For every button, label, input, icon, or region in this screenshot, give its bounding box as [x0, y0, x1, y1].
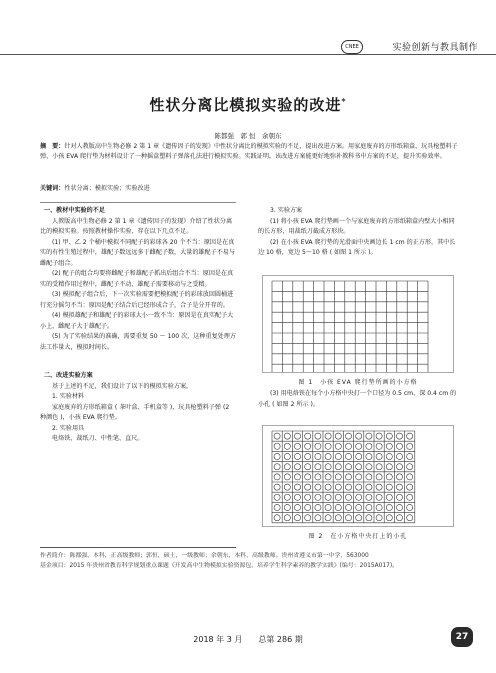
hole [345, 515, 351, 521]
hole [305, 464, 311, 470]
subheading: 3. 实验方案 [270, 207, 303, 214]
hole [366, 443, 372, 449]
hole [315, 504, 321, 510]
hole [407, 464, 413, 470]
hole [325, 515, 331, 521]
hole [305, 484, 311, 490]
hole [335, 474, 341, 480]
hole [305, 443, 311, 449]
holes-figure-svg [263, 426, 453, 526]
hole [325, 484, 331, 490]
hole [284, 453, 290, 459]
hole [284, 443, 290, 449]
hole [396, 515, 402, 521]
hole [356, 443, 362, 449]
hole [274, 443, 280, 449]
hole [345, 474, 351, 480]
hole [386, 433, 392, 439]
abstract-text: 针对人教版高中生物必修 2 第 1 章《遗传因子的发现》中性状分离比的模拟实验的不足，提出改进方案。用家庭废弃的方形纸箱盒、玩具枪塑料子弹、小孩 EVA 爬行垫为材料设计了一种摇盒塑料子弹落孔法进行模拟实验。实践证明，该改进方案能更好地弥补教科书中方案的不足，提升实验效率。 [40, 143, 458, 160]
figure-2-holes [262, 425, 454, 527]
hole [284, 515, 290, 521]
subheading: 2. 实验用具 [52, 424, 85, 432]
hole [386, 494, 392, 500]
hole [376, 494, 382, 500]
hole [386, 515, 392, 521]
hole [376, 453, 382, 459]
hole [386, 464, 392, 470]
hole [407, 453, 413, 459]
paragraph: 人教版高中生物必修 2 第 1 章《遗传因子的发现》介绍了性状分离比的模拟实验。按照教材操作实验，存在以下几点不足。 [40, 217, 233, 235]
hole [335, 464, 341, 470]
hole [376, 504, 382, 510]
hole [345, 464, 351, 470]
hole [305, 433, 311, 439]
paragraph: (2) 在小孩 EVA 爬行垫的光滑面中央画边长 1 cm 的正方形，其中长边 10 格，宽边 5～10 格 ( 如图 1 所示 )。 [258, 238, 456, 256]
hole [376, 474, 382, 480]
hole [294, 484, 300, 490]
hole [274, 515, 280, 521]
grid-figure-svg [263, 276, 453, 372]
hole [396, 433, 402, 439]
hole [274, 474, 280, 480]
hole [386, 504, 392, 510]
hole [396, 474, 402, 480]
hole [356, 464, 362, 470]
hole [345, 443, 351, 449]
hole [305, 515, 311, 521]
hole [294, 453, 300, 459]
keywords-label: 关键词： [40, 185, 65, 192]
hole [274, 484, 280, 490]
hole [315, 443, 321, 449]
abstract-label: 摘 要： [40, 143, 65, 150]
paragraph: 家庭废弃的方形纸箱盒 ( 茶叶盒、手机盒等 )，玩具枪塑料子弹 (2 种颜色 )，小孩 EVA 爬行垫。 [40, 403, 230, 421]
paragraph: (4) 模拟雄配子和雄配子的彩球大小一致不当：原因是在真实配子大小上，雌配子大于雄配子。 [40, 312, 234, 330]
abstract-divider [40, 202, 236, 203]
hole [325, 504, 331, 510]
hole [396, 464, 402, 470]
hole [315, 474, 321, 480]
hole [294, 515, 300, 521]
hole [325, 494, 331, 500]
hole [274, 504, 280, 510]
hole [325, 433, 331, 439]
hole [274, 464, 280, 470]
hole [366, 484, 372, 490]
footnote-rule [40, 547, 236, 548]
right-column [258, 206, 458, 259]
hole [274, 494, 280, 500]
hole [325, 474, 331, 480]
paragraph: (1) 将小孩 EVA 爬行垫画一个与家庭废弃的方形纸箱盒内壁大小相同的长方形，用裁纸刀截成方形块。 [258, 217, 455, 235]
hole [325, 464, 331, 470]
hole [284, 494, 290, 500]
figure-1-caption: 图 1 小孩 EVA 爬行垫所画的小方格 [298, 379, 418, 386]
hole [345, 484, 351, 490]
footnotes [40, 551, 460, 571]
hole [345, 494, 351, 500]
journal-section-label: 实验创新与教具制作 [392, 43, 478, 53]
article-authors: 陈都强 郭 恒 余朝东 [214, 132, 282, 140]
author-introduction: 作者简介：陈都强，本科，正高级教师；郭恒，硕士，一级教师；余朝东，本科，高级教师。贵州省遵义市第一中学，563000 [40, 553, 369, 559]
hole [274, 433, 280, 439]
hole [356, 453, 362, 459]
hole [366, 453, 372, 459]
hole [294, 474, 300, 480]
hole [284, 464, 290, 470]
hole [294, 464, 300, 470]
hole [356, 433, 362, 439]
hole [407, 515, 413, 521]
hole [376, 515, 382, 521]
hole [284, 433, 290, 439]
hole [386, 443, 392, 449]
paragraph: 电烙铁、裁纸刀、中性笔、直尺。 [52, 435, 144, 442]
hole [376, 484, 382, 490]
article-title [0, 94, 496, 115]
hole [366, 504, 372, 510]
figure-1-grid [262, 275, 454, 373]
hole [315, 494, 321, 500]
hole [305, 474, 311, 480]
hole [386, 453, 392, 459]
hole [294, 443, 300, 449]
hole [335, 515, 341, 521]
hole [315, 515, 321, 521]
hole [376, 433, 382, 439]
hole [366, 464, 372, 470]
hole [294, 494, 300, 500]
keywords-text: 性状分离；模拟实验；实验改进 [64, 185, 150, 192]
figure-2-caption: 图 2 在小方格中央打上的小孔 [308, 533, 408, 540]
hole [345, 453, 351, 459]
hole [305, 453, 311, 459]
hole [335, 453, 341, 459]
hole [366, 474, 372, 480]
header-rule [0, 54, 496, 55]
hole [386, 474, 392, 480]
hole [366, 494, 372, 500]
hole [335, 443, 341, 449]
hole [345, 433, 351, 439]
hole [284, 504, 290, 510]
hole [356, 474, 362, 480]
hole [407, 504, 413, 510]
hole [366, 515, 372, 521]
left-column [40, 206, 236, 445]
hole [407, 484, 413, 490]
hole [315, 464, 321, 470]
hole [376, 443, 382, 449]
hole [386, 484, 392, 490]
hole [396, 504, 402, 510]
right-column-continued [258, 389, 458, 410]
hole [396, 494, 402, 500]
hole [294, 504, 300, 510]
hole [305, 494, 311, 500]
hole [396, 453, 402, 459]
paragraph: 基于上述的不足，我们设计了以下的模拟实验方案。 [52, 382, 193, 390]
hole [284, 474, 290, 480]
title-footnote-mark: * [341, 96, 347, 106]
abstract [40, 142, 460, 162]
hole [305, 504, 311, 510]
hole [335, 433, 341, 439]
subheading: 1. 实验材料 [52, 393, 85, 400]
hole [356, 515, 362, 521]
hole [315, 484, 321, 490]
hole [356, 494, 362, 500]
page-number: 27 [451, 627, 473, 647]
hole [396, 484, 402, 490]
paragraph: (3) 用电烙铁在每个小方格中央打一个口径为 0.5 cm、深 0.4 cm 的小孔 ( 如图 2 所示 )。 [258, 390, 457, 408]
hole [325, 443, 331, 449]
hole [396, 443, 402, 449]
keywords [40, 183, 460, 192]
hole [376, 464, 382, 470]
section-heading: 一、教材中实验的不足 [44, 207, 105, 214]
hole [284, 484, 290, 490]
paragraph: (5) 为了实验结果的准确，需要重复 50 ～ 100 次，这种重复处理方法工作量大，模拟时间长。 [40, 333, 236, 351]
hole [335, 494, 341, 500]
hole [315, 453, 321, 459]
journal-logo: CNEE [341, 40, 363, 54]
hole [315, 433, 321, 439]
hole [294, 433, 300, 439]
paragraph: (1) 甲、乙 2 个桶中模拟不同配子的彩球各 20 个不当：原因是在真实的有性生殖过程中，雄配子数远远多于雌配子数，大量的雄配子不易与雌配子组合。 [40, 238, 235, 267]
hole [356, 504, 362, 510]
hole [407, 433, 413, 439]
hole [407, 494, 413, 500]
title-text: 性状分离比模拟实验的改进 [149, 96, 342, 114]
hole [407, 474, 413, 480]
hole [366, 433, 372, 439]
hole [325, 453, 331, 459]
section-heading: 二、改进实验方案 [44, 372, 93, 379]
hole [274, 453, 280, 459]
hole [407, 443, 413, 449]
hole [356, 484, 362, 490]
paragraph: (2) 配子的组合均要将雌配子和雄配子抓出后组合不当：原因是在真实的受精作用过程中，雌配子不动、雄配子需要移动与之受精。 [40, 270, 234, 288]
hole [345, 504, 351, 510]
paragraph: (3) 模拟配子组合后，下一次实验需要把模拟配子的彩球放回圆桶进行充分摇匀不当：原因是配子结合后已经形成合子，合子是分开存的。 [40, 291, 234, 309]
fund-info: 基金项目：2015 年贵州省教育科学规划重点课题《开发高中生物模拟实验资源包，培养学生科学素养的教学实践》(编号：2015A017)。 [40, 563, 399, 569]
hole [335, 484, 341, 490]
hole [335, 504, 341, 510]
issue-info: 2018 年 3 月 总第 286 期 [193, 635, 303, 644]
